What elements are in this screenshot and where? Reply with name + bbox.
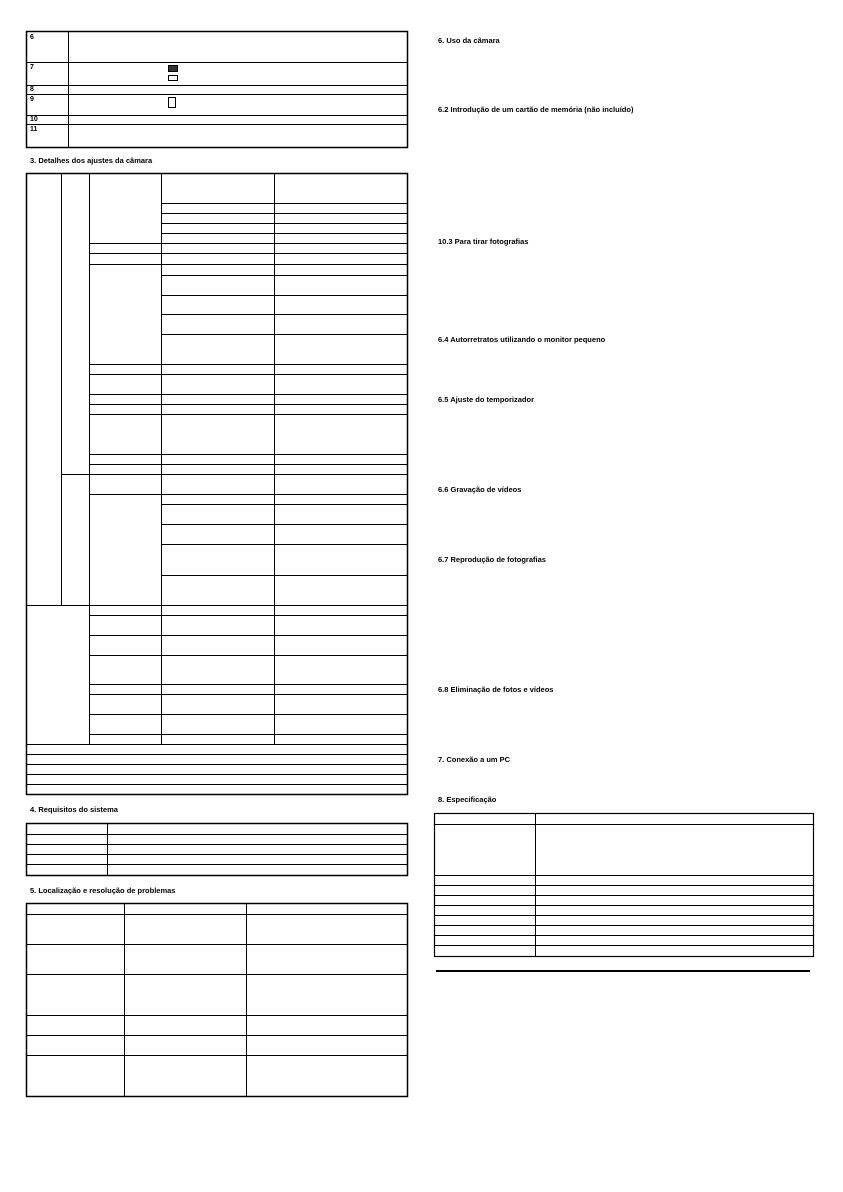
section-heading-requirements: 4. Requisitos do sistema: [30, 805, 118, 814]
row-number: 8: [30, 86, 34, 93]
divider: [436, 970, 810, 972]
section-heading-timer: 6.5 Ajuste do temporizador: [438, 395, 534, 404]
row-number: 7: [30, 64, 34, 71]
section-heading-take-photos: 10.3 Para tirar fotografias: [438, 237, 529, 246]
section-heading-troubleshooting: 5. Localização e resolução de problemas: [30, 886, 176, 895]
section-heading-video: 6.6 Gravação de vídeos: [438, 485, 522, 494]
row-number: 11: [30, 126, 38, 133]
row-number: 6: [30, 34, 34, 41]
section-heading-settings: 3. Detalhes dos ajustes da câmara: [30, 156, 153, 165]
section-heading-delete: 6.8 Eliminação de fotos e vídeos: [438, 685, 554, 694]
section-heading-memory-card: 6.2 Introdução de um cartão de memória (não incluído): [438, 105, 634, 114]
section-heading-playback: 6.7 Reprodução de fotografias: [438, 555, 546, 564]
section-heading-use: 6. Uso da câmara: [438, 36, 500, 45]
section-heading-specs: 8. Especificação: [438, 795, 497, 804]
row-number: 10: [30, 116, 38, 123]
section-heading-pc: 7. Conexão a um PC: [438, 755, 511, 764]
row-number: 9: [30, 96, 34, 103]
section-heading-selfie: 6.4 Autorretratos utilizando o monitor pequeno: [438, 335, 606, 344]
